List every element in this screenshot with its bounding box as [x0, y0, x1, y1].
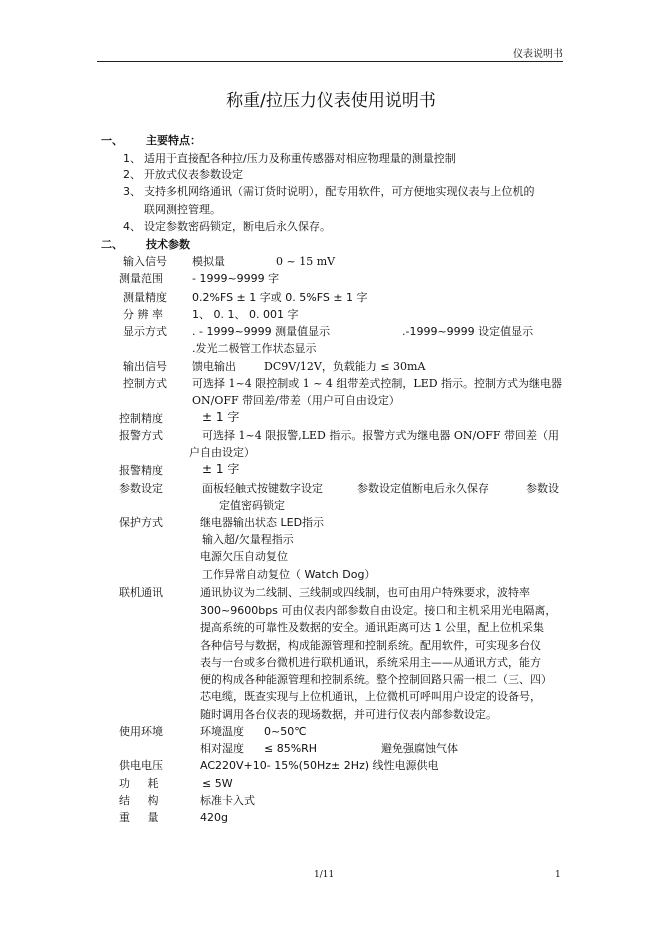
control-accuracy-label: 控制精度	[119, 412, 163, 425]
feature-text-3: 支持多机网络通讯（需订货时说明），配专用软件，可方便地实现仪表与上位机的	[144, 185, 535, 198]
param-set-value-1: 面板轻触式按键数字设定	[202, 482, 323, 495]
environment-note: 避免强腐蚀气体	[381, 742, 458, 755]
network-line-3: 提高系统的可靠性及数据的安全。通讯距离可达 1 公里，配上位机采集	[200, 621, 544, 634]
control-mode-value-2: ON/OFF 带回差/带差（用户可自由设定）	[192, 394, 400, 407]
section1-heading: 主要特点：	[146, 134, 201, 147]
header-doc-name: 仪表说明书	[513, 49, 563, 60]
power-value: AC220V+10- 15%(50Hz± 2Hz) 线性电源供电	[200, 759, 439, 772]
protection-line-4: 工作异常自动复位（ Watch Dog）	[202, 568, 376, 581]
output-value-spec: DC9V/12V，负载能力 ≤ 30mA	[264, 360, 426, 373]
temperature-label: 环境温度	[200, 725, 244, 738]
display-label: 显示方式	[123, 325, 167, 338]
range-label: 测量范围	[119, 272, 163, 285]
alarm-mode-value-2: 户自由设定）	[189, 446, 255, 459]
section1-number: 一、	[101, 134, 123, 147]
input-label: 输入信号	[123, 255, 167, 268]
weight-label: 重 量	[119, 811, 159, 824]
param-set-value-2: 参数设定值断电后永久保存	[357, 482, 489, 495]
feature-num-4: 4、	[123, 220, 141, 233]
footer-page-indicator: 1/11	[314, 870, 335, 880]
weight-value: 420g	[200, 811, 228, 824]
display-value-setpoint: .-1999~9999 设定值显示	[402, 325, 534, 338]
feature-num-2: 2、	[123, 168, 141, 181]
footer-page-number: 1	[555, 870, 561, 880]
feature-num-1: 1、	[123, 152, 141, 165]
alarm-mode-label: 报警方式	[119, 429, 163, 442]
network-line-8: 随时调用各台仪表的现场数据，并可进行仪表内部参数设定。	[200, 708, 497, 721]
input-value-range: 0 ~ 15 mV	[276, 255, 336, 268]
feature-text-1: 适用于直接配各种拉/压力及称重传感器对相应物理量的测量控制	[144, 152, 456, 165]
protection-line-3: 电源欠压自动复位	[200, 550, 288, 563]
consumption-label: 功 耗	[119, 777, 159, 790]
accuracy-value: 0.2%FS ± 1 字或 0. 5%FS ± 1 字	[192, 291, 368, 304]
input-value-type: 模拟量	[192, 255, 225, 268]
alarm-accuracy-label: 报警精度	[119, 464, 163, 477]
control-mode-value-1: 可选择 1~4 限控制或 1 ~ 4 组带差式控制，LED 指示。控制方式为继电器	[192, 377, 563, 390]
param-set-value-3: 参数设	[526, 482, 559, 495]
section2-heading: 技术参数	[146, 238, 190, 251]
protection-line-1: 继电器输出状态 LED指示	[200, 516, 325, 529]
control-accuracy-value: ± 1 字	[202, 410, 240, 424]
document-title: 称重/拉压力仪表使用说明书	[226, 91, 436, 111]
param-set-label: 参数设定	[119, 482, 163, 495]
feature-text-3-cont: 联网测控管理。	[144, 203, 221, 216]
network-label: 联机通讯	[119, 586, 163, 599]
structure-value: 标准卡入式	[200, 794, 255, 807]
network-line-5: 表与一台或多台微机进行联机通讯，系统采用主——从通讯方式，能方	[200, 656, 541, 669]
alarm-mode-value-1: 可选择 1~4 限报警,LED 指示。报警方式为继电器 ON/OFF 带回差（用	[202, 429, 559, 442]
output-label: 输出信号	[123, 360, 167, 373]
protection-line-2: 输入超/欠量程指示	[202, 533, 294, 546]
humidity-label: 相对湿度	[200, 742, 244, 755]
range-value: - 1999~9999 字	[192, 272, 280, 285]
accuracy-label: 测量精度	[123, 291, 167, 304]
control-mode-label: 控制方式	[123, 377, 167, 390]
power-label: 供电电压	[119, 759, 163, 772]
network-line-4: 各种信号与数据，构成能源管理和控制系统。配用软件，可实现多台仪	[200, 639, 541, 652]
network-line-7: 芯电缆，既查实现与上位机通讯，上位微机可呼叫用户设定的设备号，	[200, 690, 541, 703]
consumption-value: ≤ 5W	[202, 777, 233, 790]
display-value-measure: . - 1999~9999 测量值显示	[192, 325, 331, 338]
alarm-accuracy-value: ± 1 字	[202, 462, 240, 476]
display-value-led: .发光二极管工作状态显示	[192, 342, 317, 355]
feature-text-4: 设定参数密码锁定，断电后永久保存。	[144, 220, 331, 233]
param-set-value-4: 定值密码锁定	[219, 499, 285, 512]
environment-label: 使用环境	[119, 725, 163, 738]
feature-num-3: 3、	[123, 185, 141, 198]
feature-text-2: 开放式仪表参数设定	[144, 168, 243, 181]
page-header	[97, 44, 563, 62]
output-value-type: 馈电输出	[192, 360, 236, 373]
protection-label: 保护方式	[119, 516, 163, 529]
humidity-value: ≤ 85%RH	[264, 742, 318, 755]
resolution-label: 分 辨 率	[123, 308, 163, 321]
network-line-6: 便的构成各种能源管理和控制系统。整个控制回路只需一根二（三、四）	[200, 673, 552, 686]
structure-label: 结 构	[119, 794, 159, 807]
resolution-value: 1、 0. 1、 0. 001 字	[192, 308, 299, 321]
temperature-value: 0~50℃	[264, 725, 307, 738]
section2-number: 二、	[101, 238, 123, 251]
network-line-1: 通讯协议为二线制、三线制或四线制，也可由用户特殊要求，波特率	[200, 586, 530, 599]
network-line-2: 300~9600bps 可由仪表内部参数自由设定。接口和主机采用光电隔离，	[200, 604, 557, 617]
